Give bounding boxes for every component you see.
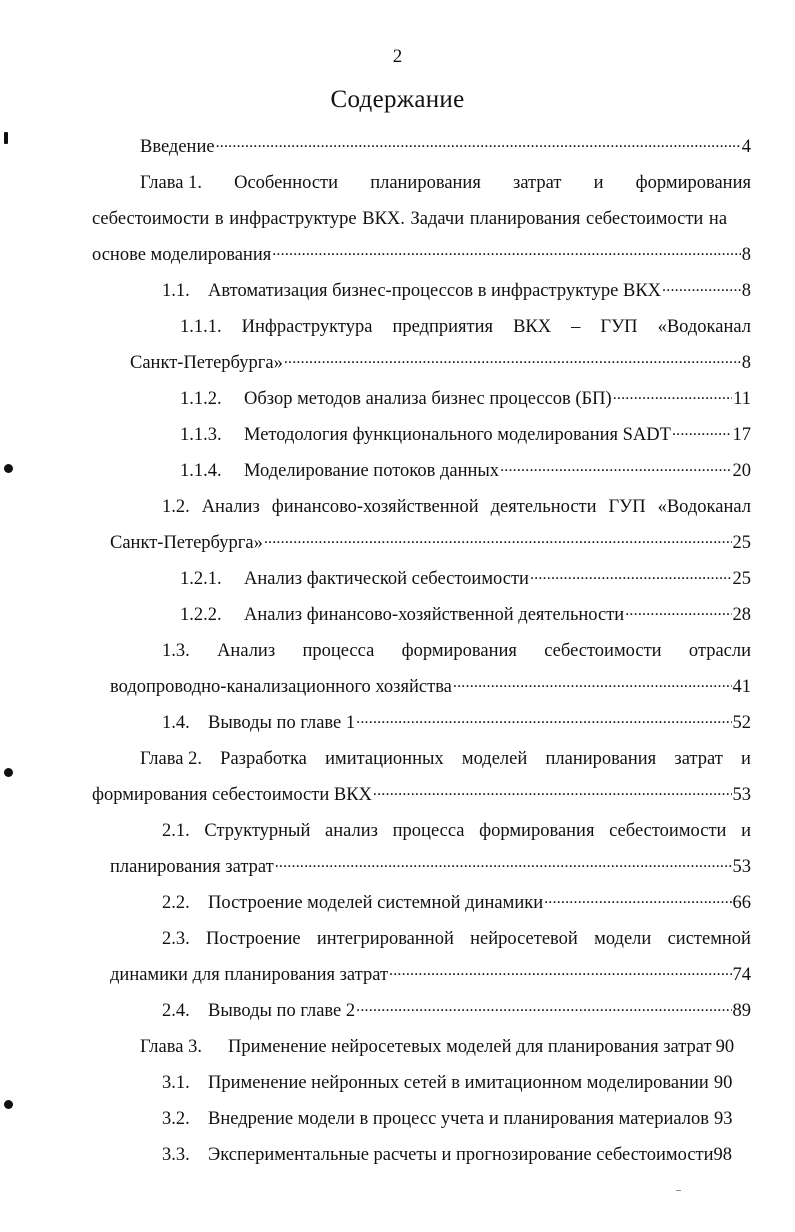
- binding-hole: [4, 768, 13, 777]
- toc-entry-1-2-2[interactable]: [180, 600, 751, 626]
- toc-entry-page: 8: [741, 353, 751, 373]
- toc-word: себестоимости: [544, 641, 662, 661]
- toc-word: 2.3.: [162, 929, 190, 949]
- toc-entry-number: 1.1.4.: [180, 461, 222, 481]
- toc-entry-text: Санкт-Петербурга»: [110, 533, 263, 553]
- toc-entry-text: Внедрение модели в процесс учета и планирования материалов: [208, 1109, 709, 1129]
- toc-entry-page: 53: [732, 785, 751, 805]
- toc-entry-ch2[interactable]: [140, 744, 751, 770]
- toc-entry-ch1-line3[interactable]: [92, 240, 751, 266]
- toc-entry-ch1-line2: [92, 204, 751, 230]
- toc-entry-text: Выводы по главе 2: [208, 1001, 356, 1021]
- toc-leader: [625, 599, 731, 622]
- page-number: 2: [392, 46, 403, 67]
- toc-entry-page: 25: [732, 569, 751, 589]
- toc-word: процесса: [302, 641, 375, 661]
- toc-entry-2-1-line2[interactable]: [110, 852, 751, 878]
- toc-entry-2-1[interactable]: [162, 816, 751, 842]
- toc-entry-1-1-1[interactable]: [180, 312, 751, 338]
- toc-word: анализ: [325, 821, 378, 841]
- toc-entry-page: 11: [733, 389, 751, 409]
- toc-leader: [500, 455, 731, 478]
- toc-entry-page: 53: [732, 857, 751, 877]
- toc-entry-ch2-line2[interactable]: [92, 780, 751, 806]
- toc-entry-text: Автоматизация бизнес-процессов в инфраструктуре ВКХ: [208, 281, 662, 301]
- toc-word: –: [571, 317, 581, 337]
- toc-entry-text: Методология функционального моделирования SADT: [244, 425, 671, 445]
- toc-entry-text: динамики для планирования затрат: [110, 965, 389, 985]
- toc-entry-page: 74: [732, 965, 751, 985]
- toc-word: системной: [667, 929, 751, 949]
- toc-entry-1-4[interactable]: [162, 708, 751, 734]
- toc-entry-text: формирования себестоимости ВКХ: [92, 785, 372, 805]
- toc-entry-text: Построение моделей системной динамики: [208, 893, 544, 913]
- toc-entry-page: 28: [732, 605, 751, 625]
- toc-entry-number: 3.1.: [162, 1073, 190, 1093]
- toc-word: затрат: [674, 749, 723, 769]
- scan-speck: [676, 1190, 681, 1191]
- toc-entry-page: 66: [732, 893, 751, 913]
- toc-word: Инфраструктура: [241, 317, 373, 337]
- toc-word: имитационных: [325, 749, 444, 769]
- toc-entry-page: 93: [713, 1109, 733, 1129]
- toc-entry-text: Введение: [140, 137, 215, 157]
- toc-entry-3-3[interactable]: [162, 1140, 751, 1166]
- page-title: Содержание: [330, 86, 465, 113]
- toc-entry-2-3-line2[interactable]: [110, 960, 751, 986]
- toc-word: «Водоканал: [657, 317, 751, 337]
- toc-leader: [389, 959, 731, 982]
- toc-word: формирования: [401, 641, 517, 661]
- toc-entry-text: водопроводно-канализационного хозяйства: [110, 677, 452, 697]
- toc-leader: [530, 563, 732, 586]
- toc-entry-text: Санкт-Петербурга»: [130, 353, 283, 373]
- toc-word: затрат: [513, 173, 562, 193]
- toc-leader: [284, 347, 741, 370]
- toc-entry-ch3[interactable]: [140, 1032, 751, 1058]
- toc-entry-text: Моделирование потоков данных: [244, 461, 500, 481]
- toc-word: Анализ: [217, 641, 276, 661]
- toc-entry-text: себестоимости в инфраструктуре ВКХ. Задачи планирования себестоимости на: [92, 209, 728, 229]
- toc-word: моделей: [461, 749, 528, 769]
- toc-word: модели: [594, 929, 652, 949]
- toc-entry-page: 17: [732, 425, 751, 445]
- toc-entry-1-3[interactable]: [162, 636, 751, 662]
- toc-entry-number: 1.1.3.: [180, 425, 222, 445]
- toc-leader: [662, 275, 741, 298]
- toc-word: формирования: [479, 821, 595, 841]
- toc-entry-text: Экспериментальные расчеты и прогнозирование себестоимости: [208, 1145, 714, 1165]
- toc-entry-number: 3.2.: [162, 1109, 190, 1129]
- toc-entry-text: Применение нейронных сетей в имитационном моделировании: [208, 1073, 709, 1093]
- toc-word: планирования: [370, 173, 481, 193]
- toc-entry-number: 2.4.: [162, 1001, 190, 1021]
- binding-hole: [4, 464, 13, 473]
- toc-word: и: [741, 749, 751, 769]
- toc-entry-1-1-3[interactable]: [180, 420, 751, 446]
- toc-word: предприятия: [392, 317, 494, 337]
- toc-entry-ch1[interactable]: [140, 168, 751, 194]
- toc-entry-2-3[interactable]: [162, 924, 751, 950]
- toc-word: ГУП: [608, 497, 646, 517]
- toc-entry-2-2[interactable]: [162, 888, 751, 914]
- toc-entry-number: 1.2.2.: [180, 605, 222, 625]
- toc-word: 2.1.: [162, 821, 190, 841]
- toc-word: Построение: [206, 929, 301, 949]
- toc-entry-3-2[interactable]: [162, 1104, 751, 1130]
- toc-entry-number: 1.1.: [162, 281, 190, 301]
- toc-leader: [264, 527, 732, 550]
- toc-entry-page: 90: [715, 1037, 735, 1057]
- toc-word: Анализ: [201, 497, 260, 517]
- toc-leader: [272, 239, 741, 262]
- toc-word: Особенности: [234, 173, 339, 193]
- toc-entry-page: 8: [741, 245, 751, 265]
- toc-word: Глава 1.: [140, 173, 202, 193]
- toc-entry-1-2-1[interactable]: [180, 564, 751, 590]
- toc-entry-intro[interactable]: [140, 132, 751, 158]
- toc-entry-text: Применение нейросетевых моделей для планирования затрат: [228, 1037, 712, 1057]
- toc-leader: [216, 131, 741, 154]
- toc-leader: [613, 383, 732, 406]
- toc-entry-text: основе моделирования: [92, 245, 272, 265]
- toc-word: 1.1.1.: [180, 317, 222, 337]
- toc-entry-page: 4: [741, 137, 751, 157]
- toc-entry-text: Обзор методов анализа бизнес процессов (БП): [244, 389, 612, 409]
- toc-word: ГУП: [600, 317, 638, 337]
- toc-entry-1-1-1-line2[interactable]: [130, 348, 751, 374]
- toc-word: планирования: [545, 749, 657, 769]
- toc-entry-page: 41: [732, 677, 751, 697]
- toc-entry-1-3-line2[interactable]: [110, 672, 751, 698]
- toc-word: и: [741, 821, 751, 841]
- toc-word: себестоимости: [609, 821, 727, 841]
- toc-word: деятельности: [490, 497, 597, 517]
- toc-entry-number: 1.4.: [162, 713, 190, 733]
- toc-leader: [373, 779, 732, 802]
- toc-leader: [356, 995, 731, 1018]
- toc-entry-number: 2.2.: [162, 893, 190, 913]
- toc-entry-1-2-line2[interactable]: [110, 528, 751, 554]
- toc-entry-2-4[interactable]: [162, 996, 751, 1022]
- toc-entry-number: 3.3.: [162, 1145, 190, 1165]
- toc-entry-page: 25: [732, 533, 751, 553]
- toc-word: Разработка: [220, 749, 307, 769]
- toc-word: Глава 2.: [140, 749, 202, 769]
- toc-entry-text: Выводы по главе 1: [208, 713, 356, 733]
- toc-entry-page: 98: [713, 1145, 733, 1165]
- toc-entry-text: Анализ финансово-хозяйственной деятельности: [244, 605, 625, 625]
- toc-entry-number: 1.2.1.: [180, 569, 222, 589]
- toc-leader: [672, 419, 732, 442]
- toc-entry-page: 90: [713, 1073, 733, 1093]
- toc-word: 1.2.: [162, 497, 190, 517]
- toc-word: нейросетевой: [470, 929, 578, 949]
- toc-entry-1-2[interactable]: [162, 492, 751, 518]
- toc-entry-1-1-4[interactable]: [180, 456, 751, 482]
- toc-leader: [544, 887, 731, 910]
- toc-entry-text: Анализ фактической себестоимости: [244, 569, 529, 589]
- toc-entry-page: 52: [732, 713, 751, 733]
- toc-entry-page: 8: [741, 281, 751, 301]
- toc-leader: [453, 671, 732, 694]
- toc-word: отрасли: [688, 641, 751, 661]
- toc-word: ВКХ: [513, 317, 552, 337]
- toc-entry-1-1[interactable]: [162, 276, 751, 302]
- toc-word: процесса: [392, 821, 465, 841]
- toc-entry-3-1[interactable]: [162, 1068, 751, 1094]
- toc-entry-number: 1.1.2.: [180, 389, 222, 409]
- binding-hole: [4, 1100, 13, 1109]
- toc-entry-text: планирования затрат: [110, 857, 274, 877]
- toc-entry-1-1-2[interactable]: [180, 384, 751, 410]
- toc-entry-page: 89: [732, 1001, 751, 1021]
- toc-word: и: [593, 173, 604, 193]
- scan-mark: [4, 132, 8, 144]
- toc-word: формирования: [635, 173, 751, 193]
- toc-word: финансово-хозяйственной: [271, 497, 479, 517]
- toc-leader: [356, 707, 731, 730]
- toc-word: Структурный: [204, 821, 311, 841]
- toc-word: интегрированной: [316, 929, 454, 949]
- toc-word: 1.3.: [162, 641, 190, 661]
- toc-entry-number: Глава 3.: [140, 1037, 202, 1057]
- toc-word: «Водоканал: [657, 497, 751, 517]
- toc-leader: [275, 851, 732, 874]
- toc-entry-page: 20: [732, 461, 751, 481]
